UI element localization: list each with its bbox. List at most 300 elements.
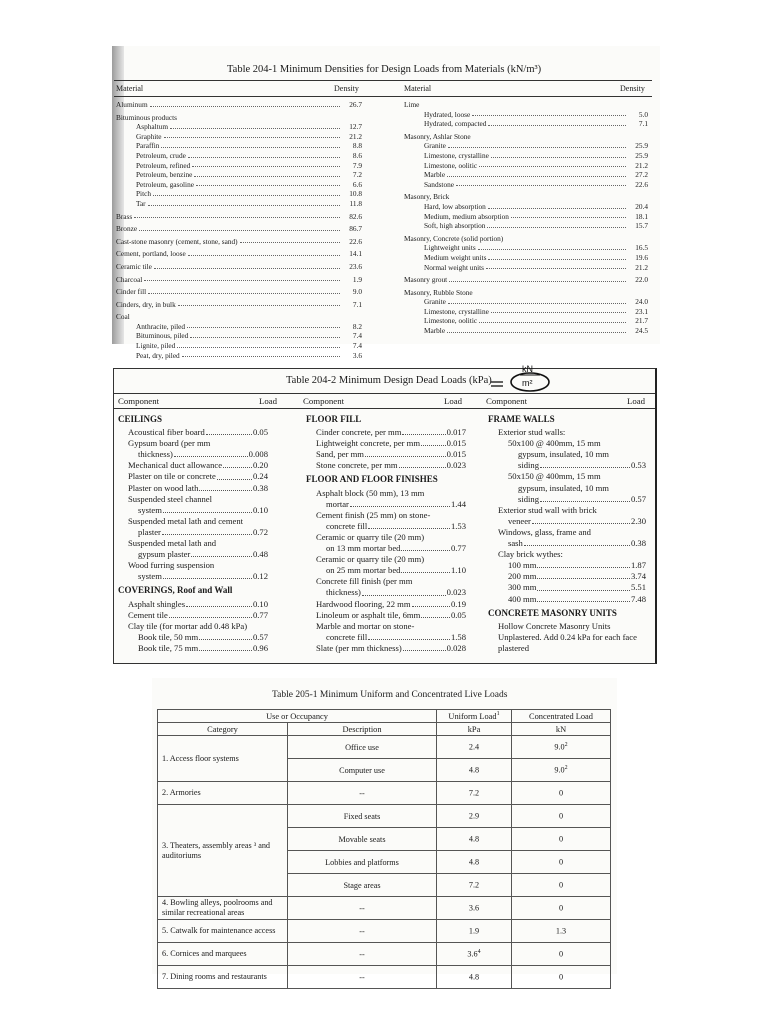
header-use-occupancy: Use or Occupancy [158,710,437,723]
component-text [118,621,268,632]
table-row [158,943,611,966]
header-load-1: Load [259,396,278,406]
density-row [116,132,362,142]
table-row [158,966,611,989]
category-cell: 7. Dining rooms and restaurants [158,966,288,989]
component-row [488,494,646,505]
component-name: Asphalt shingles [128,598,186,609]
component-name: Book tile, 50 mm [138,631,199,642]
component-row [118,460,268,471]
dot-leader [350,499,450,507]
concentrated-load-cell [512,736,611,759]
dot-leader [194,170,340,177]
material-name: Ceramic tile [116,261,152,271]
material-name: Bronze [116,224,138,234]
description-cell: Lobbies and platforms [288,851,437,874]
density-row [404,119,648,129]
material-name: Masonry, Brick [404,192,450,202]
density-row [116,113,362,123]
dot-leader [524,538,630,546]
category-cell: 3. Theaters, assembly areas ³ and auditoriums [158,805,288,897]
component-name: 50x100 @ 400mm, 15 mm [508,438,601,449]
dot-leader [511,212,626,219]
uniform-load-cell [437,782,512,805]
subheader-category: Category [158,723,288,736]
material-name: Bituminous products [116,112,178,122]
dot-leader [488,253,626,260]
density-value: 7.2 [352,170,362,180]
dot-leader [148,199,340,206]
dot-leader [150,100,340,107]
component-row [118,643,268,654]
density-row [116,249,362,259]
material-name: Anthracite, piled [136,321,186,331]
component-name: Sand, per mm [316,449,364,460]
dot-leader [134,212,340,219]
component-row [306,643,466,654]
material-name: Brass [116,211,133,221]
density-row [404,221,648,231]
dot-leader [178,300,340,307]
header-density-left: Density [334,84,359,93]
uniform-load-cell [437,828,512,851]
live-loads-table [157,709,611,989]
density-row [404,297,648,307]
component-row [488,594,646,605]
material-name: Hard, low absorption [424,201,486,211]
dot-leader [362,587,446,595]
density-value: 16.5 [635,243,648,253]
density-value: 27.2 [635,170,648,180]
material-name: Granite [424,297,446,307]
density-row [404,234,648,244]
dot-leader [187,322,340,329]
density-row [116,170,362,180]
density-value: 22.0 [635,275,648,285]
dot-leader [132,312,340,319]
component-text [488,483,646,494]
table-top-rule [114,80,652,81]
load-value: 0.53 [630,460,646,471]
component-name: Suspended metal lath and [128,538,217,549]
material-name: Lime [404,100,420,109]
component-name: Cement tile [128,609,168,620]
material-name: Marble [424,170,446,180]
density-value: 21.2 [635,262,648,272]
density-value: 3.6 [352,350,362,360]
table-205-1-title: Table 205-1 Minimum Uniform and Concentrated Live Loads [272,690,508,700]
component-row [118,549,268,560]
component-name: gypsum, insulated, 10 mm [518,482,609,493]
component-row [488,538,646,549]
density-value [628,288,648,298]
load-value: 0.38 [252,482,268,493]
header-component-1: Component [118,396,160,406]
uniform-value: 4.8 [468,972,480,982]
material-name: Masonry, Concrete (solid portion) [404,233,504,243]
load-value: 0.57 [630,493,646,504]
component-name: Suspended metal lath and cement [128,515,244,526]
component-text [306,532,466,543]
dot-leader [199,483,252,491]
density-value: 24.5 [635,326,648,336]
load-value: 0.015 [446,449,466,460]
dot-leader [451,192,626,199]
dot-leader [537,571,630,579]
density-value [628,234,648,244]
component-text [488,549,646,560]
dot-leader [169,610,252,618]
density-row [116,199,362,209]
category-cell: 5. Catwalk for maintenance access [158,920,288,943]
concentrated-load-cell [512,966,611,989]
live-loads-table-scan [152,678,617,982]
concentrated-load-cell [512,920,611,943]
dead-loads-column-1 [118,411,268,654]
concentrated-load-cell [512,759,611,782]
density-row [116,141,362,151]
density-value: 8.2 [352,321,362,331]
component-row [306,499,466,510]
table-row [158,736,611,759]
section-heading: CEILINGS [118,414,163,424]
density-row [116,275,362,285]
density-row [116,300,362,310]
header-concentrated-load: Concentrated Load [512,710,611,723]
component-name: Stone concrete, per mm [316,460,398,471]
density-value: 19.6 [635,252,648,262]
component-row [306,632,466,643]
component-row [306,460,466,471]
component-name: sash [508,538,523,549]
dot-leader [148,287,340,294]
description-cell: Fixed seats [288,805,437,828]
component-name: siding [518,460,540,471]
material-name: Asphaltum [136,122,169,132]
concentrated-value: 9.0 [554,742,565,752]
load-value: 0.015 [446,438,466,449]
subheader-kn: kN [512,723,611,736]
concentrated-value: 0 [558,811,564,821]
load-value: 0.72 [252,526,268,537]
density-value: 20.4 [635,201,648,211]
section-heading: COVERINGS, Roof and Wall [118,585,233,596]
dot-leader [537,560,630,568]
component-row [306,587,466,598]
component-name: 300 mm [508,582,537,593]
description-cell: -- [288,966,437,989]
density-value: 1.9 [352,274,362,284]
component-name: Windows, glass, frame and [498,526,591,537]
density-row [404,202,648,212]
component-name: Hardwood flooring, 22 mm [316,598,411,609]
table-row [158,920,611,943]
material-name: Medium, medium absorption [424,211,509,221]
density-value: 7.9 [352,160,362,170]
density-value: 86.7 [349,224,362,234]
uniform-value: 1.9 [468,926,480,936]
component-name: mortar [326,498,349,509]
dot-leader [177,341,340,348]
material-name: Normal weight units [424,262,484,272]
material-name: Cinders, dry, in bulk [116,299,176,309]
component-row [118,610,268,621]
load-value: 0.77 [450,543,466,554]
density-row [404,110,648,120]
header-uniform-sup: 1 [496,711,500,718]
density-row [116,351,362,361]
dot-leader [488,119,626,126]
load-value: 0.12 [252,571,268,582]
dot-leader [139,224,340,231]
dot-leader [479,316,626,323]
load-value: 0.48 [252,549,268,560]
section-heading: FLOOR AND FLOOR FINISHES [306,474,438,485]
component-name: Book tile, 75 mm [138,642,199,653]
component-name: Plaster on wood lath [128,482,199,493]
load-value: 2.30 [630,515,646,526]
dot-leader [421,438,446,446]
density-value: 8.6 [352,150,362,160]
density-row [404,192,648,202]
component-name: 200 mm [508,571,537,582]
component-text [488,449,646,460]
density-value: 10.8 [349,189,362,199]
table-204-1-title: Table 204-1 Minimum Densities for Design Loads from Materials (kN/m³) [227,64,542,75]
component-name: Ceramic or quarry tile (20 mm) [316,554,425,565]
density-value [628,132,648,142]
dot-leader [190,331,340,338]
component-name: Wood furring suspension [128,560,215,571]
density-row [116,122,362,132]
density-value: 14.1 [349,249,362,259]
density-value [628,100,648,110]
uniform-value: 2.4 [468,742,480,752]
load-value: 0.008 [248,449,268,460]
component-row [306,521,466,532]
component-row [118,571,268,582]
dot-leader [399,460,446,468]
component-row [306,610,466,621]
component-text [118,560,268,571]
component-row [118,471,268,482]
description-cell: -- [288,943,437,966]
category-cell: 6. Cornices and marquees [158,943,288,966]
load-value: 0.023 [446,460,466,471]
component-name: concrete fill [326,520,368,531]
density-row [404,275,648,285]
description-cell: Computer use [288,759,437,782]
density-row [404,141,648,151]
component-text [488,471,646,482]
concentrated-value: 0 [558,834,564,844]
description-cell: Office use [288,736,437,759]
dot-leader [537,582,630,590]
material-name: Lignite, piled [136,341,176,351]
density-row [116,287,362,297]
load-value: 1.87 [630,560,646,571]
dot-leader [179,113,340,120]
component-name: Acoustical fiber board [128,427,205,438]
uniform-value: 2.9 [468,811,480,821]
density-row [404,288,648,298]
component-row [488,571,646,582]
load-value: 0.028 [446,642,466,653]
dead-loads-column-2 [306,411,466,654]
material-name: Cement, portland, loose [116,249,186,259]
uniform-load-cell [437,897,512,920]
component-name: 50x150 @ 400mm, 15 mm [508,471,601,482]
uniform-footnote: 4 [477,949,481,956]
material-name: Masonry, Ashlar Stone [404,131,471,141]
material-name: Limestone, crystalline [424,306,489,316]
material-name: Masonry grout [404,275,448,285]
header-load-2: Load [444,396,463,406]
dot-leader [144,275,340,282]
component-row [306,427,466,438]
density-row [116,312,362,322]
dot-leader [240,237,340,244]
header-bottom-rule [114,96,652,97]
component-name: Cement finish (25 mm) on stone- [316,509,431,520]
load-value: 1.44 [450,498,466,509]
table-row [158,782,611,805]
uniform-load-cell [437,851,512,874]
load-value: 0.96 [252,642,268,653]
description-cell: -- [288,897,437,920]
component-name: on 13 mm mortar bed [326,543,401,554]
dot-leader [191,549,252,557]
material-name: Graphite [136,131,162,141]
density-value: 21.2 [349,131,362,141]
density-value: 7.4 [352,341,362,351]
density-row [404,100,648,110]
section-heading: FRAME WALLS [488,414,555,424]
dot-leader [401,565,449,573]
header-material-right: Material [404,84,432,93]
density-value: 11.8 [349,198,362,208]
densities-right-column [404,100,648,336]
component-name: Concrete fill finish (per mm [316,576,413,587]
dot-leader [475,288,626,295]
dot-leader [163,571,252,579]
table-204-2-top-rule [114,393,655,394]
concentrated-load-cell [512,805,611,828]
density-value: 7.1 [352,299,362,309]
component-row [118,483,268,494]
uniform-value: 4.8 [468,834,480,844]
dot-leader [540,494,630,502]
component-name: gypsum plaster [138,549,191,560]
density-row [116,224,362,234]
density-row [116,322,362,332]
dot-leader [473,132,626,139]
component-row [306,449,466,460]
dot-leader [491,307,626,314]
density-row [116,189,362,199]
dot-leader [421,100,626,107]
density-value: 82.6 [349,211,362,221]
density-row [404,253,648,263]
dot-leader [164,132,340,139]
component-name: Ceramic or quarry tile (20 mm) [316,531,425,542]
component-row [488,560,646,571]
load-value: 0.10 [252,598,268,609]
dot-leader [505,234,626,241]
dot-leader [412,599,450,607]
load-value: 5.51 [630,582,646,593]
header-uniform-text: Uniform Load [448,711,497,721]
component-name: concrete fill [326,631,368,642]
component-row [118,449,268,460]
component-text [306,621,466,632]
component-name: 400 mm [508,593,537,604]
description-cell: Stage areas [288,874,437,897]
component-name: Plaster on tile or concrete [128,471,216,482]
concentrated-value: 0 [558,857,564,867]
component-text [488,505,646,516]
material-name: Aluminum [116,100,148,109]
section-heading: CONCRETE MASONRY UNITS [488,607,617,618]
material-name: Pitch [136,189,151,199]
material-name: Masonry, Rubble Stone [404,287,473,297]
component-name: thickness) [138,449,173,460]
density-row [116,180,362,190]
component-row [306,438,466,449]
concentrated-load-cell [512,828,611,851]
component-text [306,554,466,565]
material-name: Cinder fill [116,287,147,297]
component-row [118,505,268,516]
component-name: on 25 mm mortar bed [326,565,401,576]
density-value: 6.6 [352,179,362,189]
dot-leader [223,460,252,468]
component-row [118,527,268,538]
component-text [488,438,646,449]
material-name: Marble [424,326,446,336]
dot-leader [170,122,340,129]
component-name: gypsum, insulated, 10 mm [518,449,609,460]
dot-leader [456,180,626,187]
density-value [628,192,648,202]
density-row [116,100,362,110]
table-204-2-header-rule [114,408,655,409]
component-name: Asphalt block (50 mm), 13 mm [316,487,425,498]
component-text [306,510,466,521]
component-name: siding [518,493,540,504]
component-name: plaster [138,526,161,537]
density-row [116,212,362,222]
density-value: 23.1 [635,306,648,316]
density-row [116,331,362,341]
dot-leader [182,351,340,358]
density-row [116,237,362,247]
component-text [488,527,646,538]
component-name: system [138,571,162,582]
material-name: Bituminous, piled [136,331,189,341]
dot-leader [421,610,450,618]
concentrated-value: 0 [558,972,564,982]
density-value: 22.6 [349,236,362,246]
component-name: veneer [508,515,531,526]
component-name: system [138,504,162,515]
component-name: Clay tile (for mortar add 0.48 kPa) [128,620,248,631]
dot-leader [206,427,252,435]
density-row [404,326,648,336]
dot-leader [479,161,626,168]
component-name: Mechanical duct allowance [128,460,223,471]
material-name: Granite [424,141,446,151]
